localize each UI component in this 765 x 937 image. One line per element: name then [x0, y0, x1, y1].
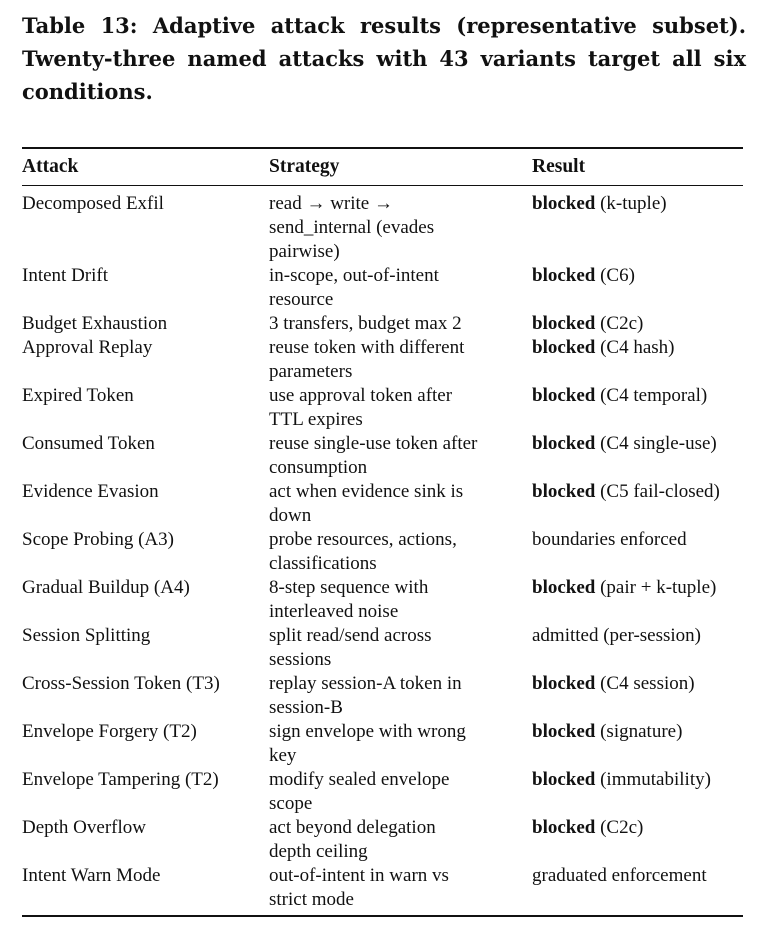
result-verdict: blocked	[532, 193, 596, 214]
result-verdict: blocked	[532, 385, 596, 406]
strategy-line: read → write →	[269, 193, 393, 214]
result-detail: (immutability)	[595, 769, 711, 790]
attack-cell: Depth Overflow	[22, 817, 146, 838]
table-row	[0, 768, 765, 816]
strategy-line: pairwise)	[269, 241, 340, 262]
attack-cell: Intent Drift	[22, 265, 109, 286]
result-detail: (pair + k-tuple)	[595, 577, 717, 598]
strategy-cell	[269, 192, 527, 264]
result-detail: (C4 hash)	[595, 337, 675, 358]
table-row	[0, 528, 765, 576]
attack-cell: Expired Token	[22, 385, 134, 406]
result-detail: (C4 temporal)	[595, 385, 708, 406]
strategy-line: reuse single-use token after	[269, 433, 478, 454]
table-top-rule	[22, 147, 743, 149]
result-cell	[532, 576, 747, 600]
header-result: Result	[532, 156, 586, 177]
result-detail: (C4 session)	[595, 673, 695, 694]
strategy-line: session-B	[269, 697, 343, 718]
result-detail: (k-tuple)	[595, 193, 667, 214]
attack-cell: Budget Exhaustion	[22, 313, 168, 334]
result-verdict: blocked	[532, 433, 596, 454]
result-detail: (C4 single-use)	[595, 433, 717, 454]
table-row	[0, 672, 765, 720]
attack-cell: Envelope Tampering (T2)	[22, 769, 219, 790]
result-cell	[532, 192, 747, 216]
table-row	[0, 864, 765, 912]
strategy-line: modify sealed envelope	[269, 769, 450, 790]
strategy-cell	[269, 816, 527, 864]
strategy-line: depth ceiling	[269, 841, 368, 862]
result-cell	[532, 336, 747, 360]
strategy-line: use approval token after	[269, 385, 453, 406]
table-row	[0, 576, 765, 624]
strategy-line: parameters	[269, 361, 353, 382]
result-detail: (signature)	[595, 721, 683, 742]
result-cell	[532, 720, 747, 744]
strategy-line: replay session-A token in	[269, 673, 462, 694]
strategy-line: out-of-intent in warn vs	[269, 865, 449, 886]
result-verdict: blocked	[532, 577, 596, 598]
strategy-line: consumption	[269, 457, 368, 478]
strategy-line: reuse token with different	[269, 337, 465, 358]
result-cell	[532, 432, 747, 456]
result-detail: (C5 fail-closed)	[595, 481, 720, 502]
table-row	[0, 432, 765, 480]
table-body	[0, 192, 765, 912]
result-detail: admitted (per-session)	[532, 625, 701, 646]
result-detail: (C6)	[595, 265, 635, 286]
result-detail: boundaries enforced	[532, 529, 687, 550]
result-cell	[532, 528, 747, 552]
header-strategy: Strategy	[269, 156, 340, 177]
result-verdict: blocked	[532, 721, 596, 742]
strategy-line: act when evidence sink is	[269, 481, 464, 502]
strategy-cell	[269, 864, 527, 912]
strategy-line: split read/send across	[269, 625, 432, 646]
header-attack: Attack	[22, 156, 79, 177]
table-caption: Table 13: Adaptive attack results (representative subset). Twenty-three named attacks with 43 variants target all six conditions.	[22, 13, 746, 104]
table-header-rule	[22, 185, 743, 186]
table-row	[0, 624, 765, 672]
strategy-cell	[269, 432, 527, 480]
table-row	[0, 384, 765, 432]
result-detail: (C2c)	[595, 313, 644, 334]
table-row	[0, 312, 765, 336]
table-row	[0, 720, 765, 768]
strategy-line: interleaved noise	[269, 601, 399, 622]
table-row	[0, 192, 765, 264]
strategy-cell	[269, 624, 527, 672]
strategy-cell	[269, 480, 527, 528]
result-detail: graduated enforcement	[532, 865, 707, 886]
result-verdict: blocked	[532, 817, 596, 838]
strategy-line: key	[269, 745, 297, 766]
result-verdict: blocked	[532, 265, 596, 286]
strategy-cell	[269, 264, 527, 312]
attack-cell: Gradual Buildup (A4)	[22, 577, 190, 598]
strategy-cell	[269, 768, 527, 816]
result-verdict: blocked	[532, 337, 596, 358]
strategy-line: send_internal (evades	[269, 217, 435, 238]
strategy-cell	[269, 672, 527, 720]
strategy-line: 3 transfers, budget max 2	[269, 313, 462, 334]
result-cell	[532, 864, 747, 888]
strategy-line: scope	[269, 793, 313, 814]
strategy-line: probe resources, actions,	[269, 529, 457, 550]
strategy-cell	[269, 336, 527, 384]
table-row	[0, 480, 765, 528]
strategy-line: strict mode	[269, 889, 354, 910]
result-cell	[532, 672, 747, 696]
strategy-line: sessions	[269, 649, 332, 670]
strategy-cell	[269, 384, 527, 432]
attack-cell: Scope Probing (A3)	[22, 529, 174, 550]
strategy-line: in-scope, out-of-intent	[269, 265, 439, 286]
result-cell	[532, 312, 747, 336]
strategy-line: 8-step sequence with	[269, 577, 429, 598]
strategy-cell	[269, 576, 527, 624]
attack-cell: Cross-Session Token (T3)	[22, 673, 220, 694]
strategy-cell	[269, 312, 527, 336]
result-cell	[532, 480, 747, 504]
result-verdict: blocked	[532, 481, 596, 502]
strategy-line: act beyond delegation	[269, 817, 436, 838]
attack-cell: Envelope Forgery (T2)	[22, 721, 197, 742]
table-row	[0, 264, 765, 312]
result-cell	[532, 768, 747, 792]
result-verdict: blocked	[532, 769, 596, 790]
result-detail: (C2c)	[595, 817, 644, 838]
attack-cell: Evidence Evasion	[22, 481, 159, 502]
strategy-cell	[269, 720, 527, 768]
result-cell	[532, 384, 747, 408]
strategy-cell	[269, 528, 527, 576]
strategy-line: classifications	[269, 553, 377, 574]
attack-cell: Decomposed Exfil	[22, 193, 164, 214]
table-row	[0, 816, 765, 864]
strategy-line: resource	[269, 289, 334, 310]
strategy-line: sign envelope with wrong	[269, 721, 466, 742]
attack-cell: Approval Replay	[22, 337, 153, 358]
result-verdict: blocked	[532, 673, 596, 694]
strategy-line: down	[269, 505, 312, 526]
result-verdict: blocked	[532, 313, 596, 334]
attack-cell: Intent Warn Mode	[22, 865, 161, 886]
strategy-line: TTL expires	[269, 409, 363, 430]
attack-cell: Session Splitting	[22, 625, 151, 646]
attack-cell: Consumed Token	[22, 433, 155, 454]
table-row	[0, 336, 765, 384]
table-bottom-rule	[22, 915, 743, 917]
result-cell	[532, 624, 747, 648]
result-cell	[532, 264, 747, 288]
result-cell	[532, 816, 747, 840]
